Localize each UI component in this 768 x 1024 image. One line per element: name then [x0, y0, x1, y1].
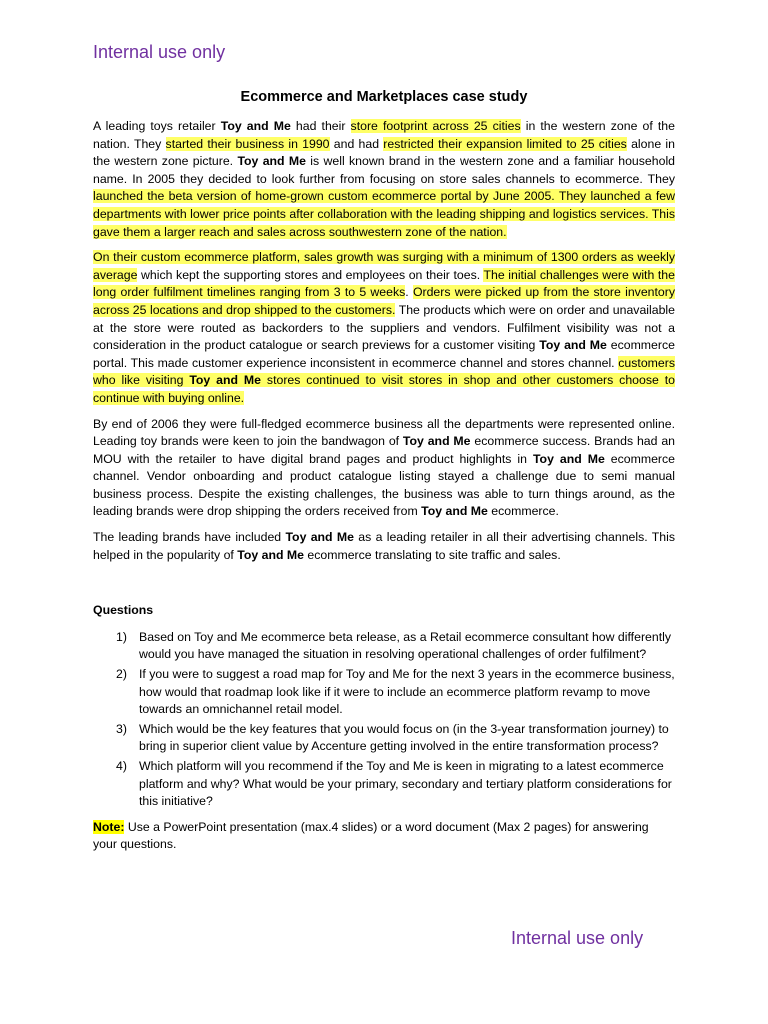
question-number: 2) [116, 667, 127, 682]
text-run: A leading toys retailer [93, 119, 221, 133]
note-label: Note: [93, 819, 125, 834]
text-run: . [405, 285, 413, 300]
text-run: ecommerce. [487, 504, 559, 519]
brand-name: Toy and Me [285, 530, 354, 545]
classification-label-top: Internal use only [93, 42, 226, 62]
highlighted-text: Orders were picked up from the store inventory across 25 locations and drop shipped to the customers. [93, 285, 676, 317]
note-paragraph [93, 819, 675, 854]
question-number: 3) [116, 721, 127, 736]
question-text: If you were to suggest a road map for Toy and Me for the next 3 years in the ecommerce business, how would that roadmap look like if it were to include an ecommerce platform revamp to move towards an omnichannel retail model. [139, 667, 675, 717]
highlighted-text: restricted their expansion limited to 25 cities [383, 136, 627, 151]
paragraph-1 [93, 118, 675, 241]
highlighted-text: customers who like visiting [93, 355, 675, 388]
question-item [93, 666, 675, 719]
highlighted-text: started their business in 1990 [165, 136, 330, 151]
questions-list [93, 629, 675, 811]
text-run: By end of 2006 they were full-fledged ecommerce business all the departments were represented online. Leading toy brands were keen to join the bandwagon of [93, 416, 675, 449]
question-item [93, 721, 675, 756]
classification-label-bottom: Internal use only [511, 928, 644, 948]
text-run: ecommerce success. Brands had an MOU with the retailer to have digital brand pages and product highlights in [93, 434, 675, 466]
question-item [93, 758, 675, 811]
text-run: and had [329, 136, 384, 151]
text-run: in the western zone of the nation. They [93, 119, 675, 151]
document-title: Ecommerce and Marketplaces case study [240, 89, 528, 105]
paragraph-3 [93, 416, 675, 522]
text-run: The leading brands have included [93, 530, 286, 545]
text-run: ecommerce channel. Vendor onboarding and product catalogue listing stayed a challenge due to semi manual business process. Despite the existing challenges, the business was able to turn things around, as the leading brands were drop shipping the orders received from [93, 451, 676, 519]
question-text: Based on Toy and Me ecommerce beta release, as a Retail ecommerce consultant how differently would you have managed the situation in resolving operational challenges of order fulfilment? [139, 629, 672, 662]
question-item [93, 629, 675, 664]
highlighted-text: On their custom ecommerce platform, sales growth was surging with a minimum of 1300 orders as weekly average [93, 250, 675, 282]
question-text: Which platform will you recommend if the Toy and Me is keen in migrating to a latest ecommerce platform and why? What would be your primary, secondary and tertiary platform considerations for this initiative? [139, 759, 672, 809]
text-run: as a leading retailer in all their advertising channels. This helped in the popularity of [93, 530, 675, 562]
brand-name: Toy and Me [402, 434, 471, 449]
highlighted-text: The initial challenges were with the long order fulfilment timelines ranging from 3 to 5 weeks [93, 267, 675, 300]
brand-name: Toy and Me [532, 451, 605, 466]
text-run: The products which were on order and unavailable at the store were routed as backorders to the suppliers and vendors. Fulfilment visibility was not a consideration in the product catalogue or search previews for a customer visiting [93, 302, 675, 353]
question-number: 1) [116, 629, 127, 644]
highlighted-text: store footprint across 25 cities [350, 119, 521, 133]
paragraph-2 [93, 249, 675, 407]
paragraph-4 [93, 529, 675, 564]
text-run: had their [290, 119, 351, 133]
document-body [93, 118, 675, 854]
brand-name: Toy and Me [237, 154, 306, 169]
note-text: Use a PowerPoint presentation (max.4 slides) or a word document (Max 2 pages) for answering your questions. [93, 819, 649, 852]
text-run: ecommerce portal. This made customer experience inconsistent in ecommerce channel and stores channel. [93, 338, 675, 370]
text-run: is well known brand in the western zone and a familiar household name. In 2005 they decided to look further from focusing on store sales channels to ecommerce. They [93, 154, 676, 186]
brand-name: Toy and Me [237, 547, 304, 562]
highlighted-text: launched the beta version of home-grown custom ecommerce portal by June 2005. They launched a few departments with lower price points after collaboration with the leading shipping and logistics services. This gave them a larger reach and sales across southwestern zone of the nation. [93, 189, 675, 239]
text-run: which kept the supporting stores and employees on their toes. [137, 267, 484, 282]
text-run: ecommerce translating to site traffic and sales. [303, 547, 561, 562]
highlighted-text: stores continued to visit stores in shop and other customers choose to continue with buying online. [93, 373, 675, 405]
question-number: 4) [116, 759, 127, 773]
brand-name: Toy and Me [220, 119, 291, 133]
text-run: alone in the western zone picture. [93, 136, 675, 169]
questions-heading: Questions [93, 603, 154, 618]
brand-name: Toy and Me [421, 504, 488, 519]
brand-name: Toy and Me [189, 373, 262, 388]
brand-name: Toy and Me [539, 338, 607, 353]
question-text: Which would be the key features that you would focus on (in the 3-year transformation journey) to bring in superior client value by Accenture getting involved in the entire transformation process? [139, 721, 669, 754]
